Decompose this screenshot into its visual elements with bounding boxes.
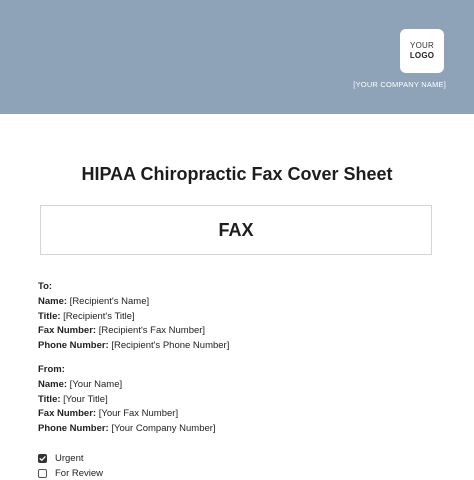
recipient-title-value: [Recipient's Title] xyxy=(60,310,135,322)
sender-fax-label: Fax Number: xyxy=(38,408,97,420)
for-review-option[interactable] xyxy=(38,466,103,480)
sender-name-label: Name: xyxy=(38,378,68,390)
company-name: [YOUR COMPANY NAME] xyxy=(353,80,446,89)
recipient-phone-row xyxy=(38,339,229,354)
sender-name-value: [Your Name] xyxy=(67,378,123,390)
recipient-name-value: [Recipient's Name] xyxy=(67,295,150,307)
sender-title-row xyxy=(38,393,216,408)
recipient-fax-label: Fax Number: xyxy=(38,325,97,337)
document-title: HIPAA Chiropractic Fax Cover Sheet xyxy=(81,164,393,184)
sender-section xyxy=(38,363,216,437)
header-band xyxy=(0,0,474,114)
logo-text-top: YOUR xyxy=(410,41,434,50)
recipient-phone-label: Phone Number: xyxy=(38,340,109,352)
to-heading: To: xyxy=(38,281,53,292)
sender-phone-label: Phone Number: xyxy=(38,423,109,435)
recipient-title-row xyxy=(38,310,229,325)
recipient-fax-value: [Recipient's Fax Number] xyxy=(96,325,206,337)
recipient-name-row xyxy=(38,295,229,310)
sender-phone-value: [Your Company Number] xyxy=(108,423,216,435)
recipient-section xyxy=(38,280,229,354)
recipient-title-label: Title: xyxy=(38,310,61,322)
sender-title-value: [Your Title] xyxy=(60,393,108,405)
checkmark-icon xyxy=(39,455,46,462)
for-review-checkbox[interactable] xyxy=(38,469,47,478)
fax-label: FAX xyxy=(218,219,254,240)
urgent-label: Urgent xyxy=(55,452,84,464)
sender-fax-value: [Your Fax Number] xyxy=(96,408,179,420)
urgent-option[interactable] xyxy=(38,451,84,465)
urgent-checkbox[interactable] xyxy=(38,454,47,463)
sender-title-label: Title: xyxy=(38,393,61,405)
recipient-phone-value: [Recipient's Phone Number] xyxy=(108,340,230,352)
sender-name-row xyxy=(38,378,216,393)
from-heading: From: xyxy=(38,364,65,375)
sender-phone-row xyxy=(38,422,216,437)
recipient-fax-row xyxy=(38,324,229,339)
logo-text-bottom: LOGO xyxy=(409,51,435,60)
for-review-label: For Review xyxy=(55,467,104,479)
sender-fax-row xyxy=(38,407,216,422)
company-logo xyxy=(400,29,444,73)
recipient-name-label: Name: xyxy=(38,295,68,307)
fax-banner xyxy=(40,205,432,255)
